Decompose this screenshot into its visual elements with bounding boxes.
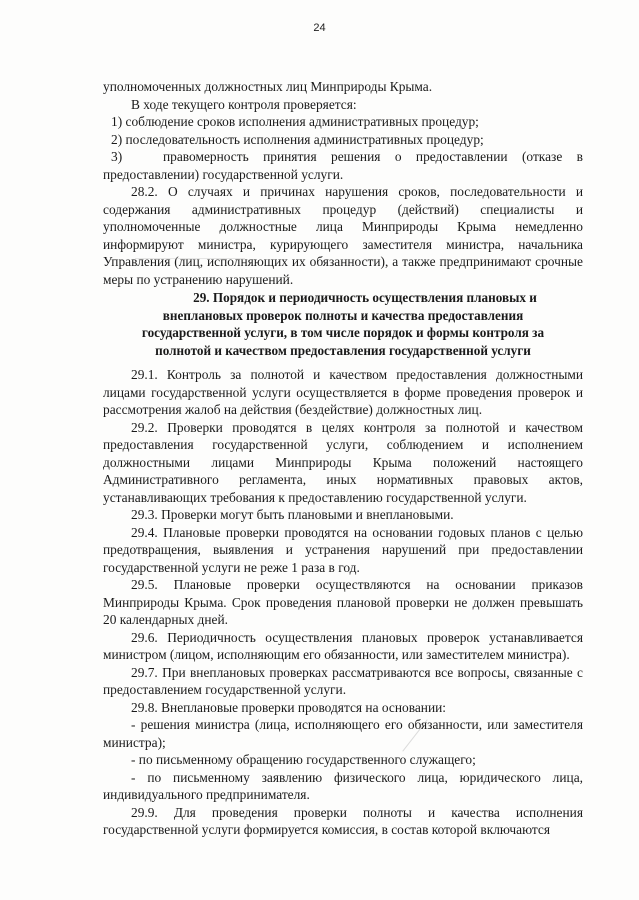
paragraph-29-9: 29.9. Для проведения проверки полноты и качества исполнения государственной услуги формируется комиссия, в состав которой включаются [103, 804, 583, 837]
paragraph-29-2: 29.2. Проверки проводятся в целях контроля за полнотой и качеством предоставления государственной услуги, соблюдением и исполнением должностными лицами Минприроды Крыма положений настоящего Административного регламента, иных нормативных правовых актов, устанавливающих требования к предоставлению государственной услуги. [103, 419, 583, 505]
section-29-body [103, 366, 583, 839]
bullet-item-2: - по письменному обращению государственного служащего; [131, 752, 476, 767]
heading-line-4: полнотой и качеством предоставления государственной услуги [155, 342, 531, 358]
paragraph-28-2: 28.2. О случаях и причинах нарушения сроков, последовательности и содержания административных процедур (действий) специалисты и уполномоченные должностные лица Минприроды Крыма немедленно информируют министра, курирующего заместителя министра, начальника Управления (лиц, исполняющих их обязанности), а также предпринимают срочные меры по устранению нарушений. [103, 184, 583, 287]
current-control-intro: В ходе текущего контроля проверяется: [131, 96, 357, 112]
scan-mark [135, 258, 245, 259]
top-text-block [103, 78, 583, 288]
paragraph-29-3: 29.3. Проверки могут быть плановыми и внеплановыми. [131, 507, 454, 522]
paragraph-29-5: 29.5. Плановые проверки осуществляются на основании приказов Минприроды Крыма. Срок проведения плановой проверки не должен превышать 20 календарных дней. [103, 577, 583, 627]
list-item-2: 2) последовательность исполнения административных процедур; [111, 131, 484, 147]
heading-line-3: государственной услуги, в том числе порядок и формы контроля за [141, 325, 545, 340]
page-number: 24 [313, 22, 326, 34]
paragraph-29-4: 29.4. Плановые проверки проводятся на основании годовых планов с целью предотвращения, выявления и устранения нарушений при предоставлении государственной услуги не реже 1 раза в год. [103, 524, 583, 575]
section-29-heading [100, 289, 586, 359]
paragraph-29-6: 29.6. Периодичность осуществления плановых проверок устанавливается министром (лицом, исполняющим его обязанности, или заместителем министра). [103, 629, 583, 662]
list-item-3 [103, 148, 583, 166]
paragraph-continuation: уполномоченных должностных лиц Минприроды Крыма. [103, 79, 433, 94]
bullet-item-1: - решения министра (лица, исполняющего его обязанности, или заместителя министра); [103, 717, 583, 750]
list-item-3-text: правомерность принятия решения о предоставлении (отказе в [163, 149, 583, 164]
heading-line-2: внеплановых проверок полноты и качества предоставления [162, 307, 524, 323]
paragraph-29-1: 29.1. Контроль за полнотой и качеством предоставления должностными лицами государственной услуги осуществляется в форме проведения проверок и рассмотрения жалоб на действия (бездействие) должностных лиц. [103, 367, 583, 417]
list-item-3-number: 3) [111, 149, 123, 164]
bullet-item-3: - по письменному заявлению физического лица, юридического лица, индивидуального предпринимателя. [103, 769, 583, 802]
paragraph-29-7: 29.7. При внеплановых проверках рассматриваются все вопросы, связанные с предоставлением государственной услуги. [103, 664, 583, 697]
list-item-1: 1) соблюдение сроков исполнения административных процедур; [111, 114, 479, 129]
paragraph-29-8: 29.8. Внеплановые проверки проводятся на основании: [131, 699, 447, 715]
heading-line-1: 29. Порядок и периодичность осуществления плановых и [193, 290, 537, 305]
list-item-3-continuation: предоставлении) государственной услуги. [103, 166, 344, 182]
